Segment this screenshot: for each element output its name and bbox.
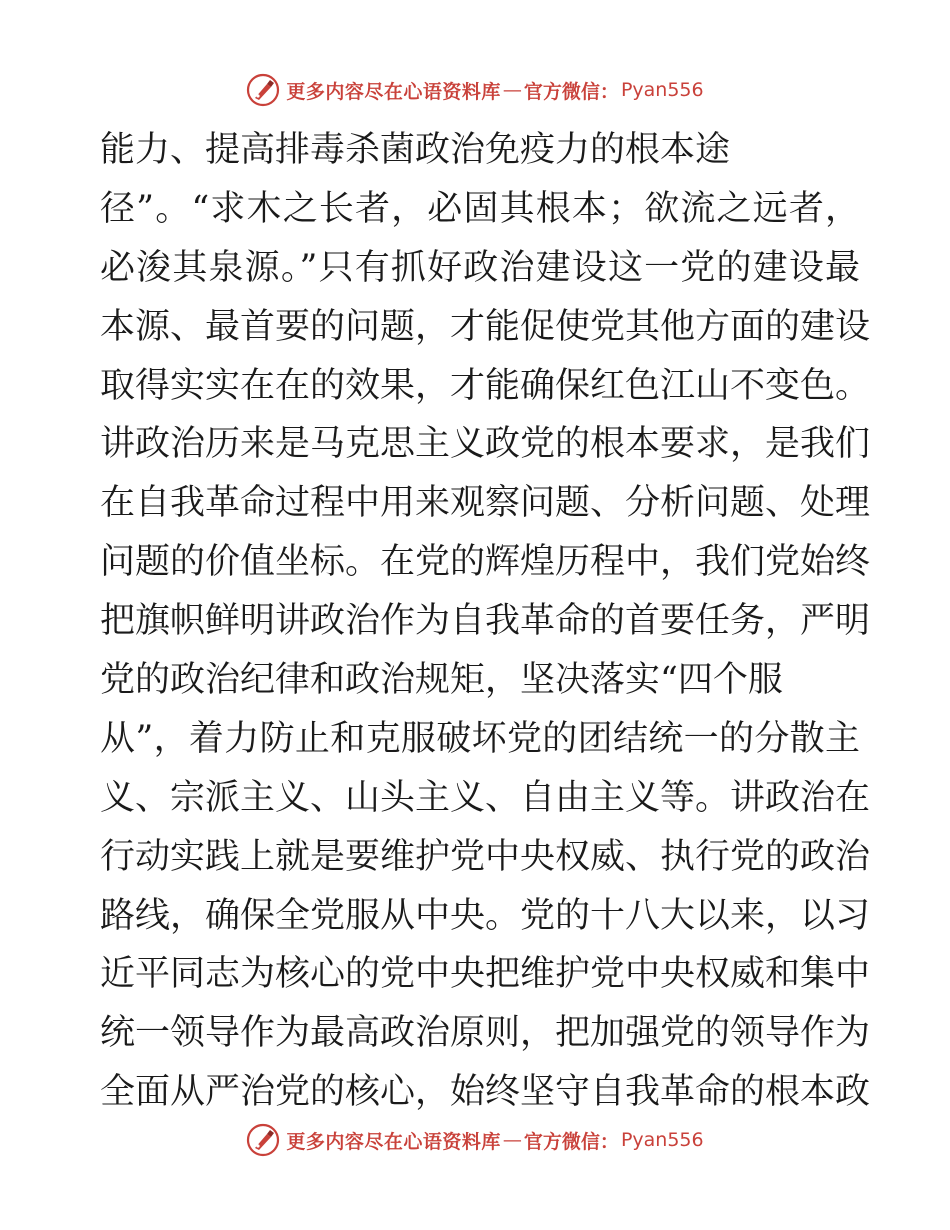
banner-brand-text: 更多内容尽在心语资料库 bbox=[286, 80, 501, 103]
banner-wechat-label: 官方微信： bbox=[523, 1130, 619, 1153]
body-line-7: 在自我革命过程中用来观察问题、分析问题、处理 bbox=[100, 483, 871, 524]
header-banner bbox=[0, 70, 950, 110]
banner-separator: — bbox=[502, 1129, 522, 1151]
body-line-16: 统一领导作为最高政治原则，把加强党的领导作为 bbox=[100, 1013, 871, 1054]
body-line-3: 必浚其泉源。”只有抓好政治建设这一党的建设最 bbox=[100, 247, 860, 288]
banner-wechat-label: 官方微信： bbox=[523, 80, 619, 103]
banner-separator: — bbox=[502, 79, 522, 101]
banner-wechat-id: Pyan556 bbox=[620, 79, 704, 101]
body-line-2: 径”。“求木之长者，必固其根本；欲流之远者， bbox=[100, 188, 860, 229]
body-line-14: 路线，确保全党服从中央。党的十八大以来，以习 bbox=[100, 895, 871, 936]
body-line-8: 问题的价值坐标。在党的辉煌历程中，我们党始终 bbox=[100, 542, 871, 583]
pen-nib-logo-icon bbox=[246, 1123, 280, 1157]
body-line-10: 党的政治纪律和政治规矩，坚决落实“四个服 bbox=[100, 660, 783, 701]
body-line-15: 近平同志为核心的党中央把维护党中央权威和集中 bbox=[100, 954, 871, 995]
body-line-17: 全面从严治党的核心，始终坚守自我革命的根本政 bbox=[100, 1072, 871, 1113]
body-line-11: 从”，着力防止和克服破坏党的团结统一的分散主 bbox=[100, 718, 860, 759]
pen-nib-logo-icon bbox=[246, 73, 280, 107]
body-line-1: 能力、提高排毒杀菌政治免疫力的根本途 bbox=[100, 130, 731, 170]
footer-banner bbox=[0, 1120, 950, 1160]
body-line-5: 取得实实在在的效果，才能确保红色江山不变色。 bbox=[100, 365, 871, 406]
banner-brand-text: 更多内容尽在心语资料库 bbox=[286, 1130, 501, 1153]
body-line-9: 把旗帜鲜明讲政治作为自我革命的首要任务，严明 bbox=[100, 601, 871, 642]
banner-wechat-id: Pyan556 bbox=[620, 1129, 704, 1151]
body-line-13: 行动实践上就是要维护党中央权威、执行党的政治 bbox=[100, 836, 871, 877]
body-line-4: 本源、最首要的问题，才能促使党其他方面的建设 bbox=[100, 306, 871, 347]
document-body bbox=[100, 121, 871, 1122]
body-line-6: 讲政治历来是马克思主义政党的根本要求，是我们 bbox=[100, 424, 871, 465]
body-line-12: 义、宗派主义、山头主义、自由主义等。讲政治在 bbox=[100, 777, 871, 818]
